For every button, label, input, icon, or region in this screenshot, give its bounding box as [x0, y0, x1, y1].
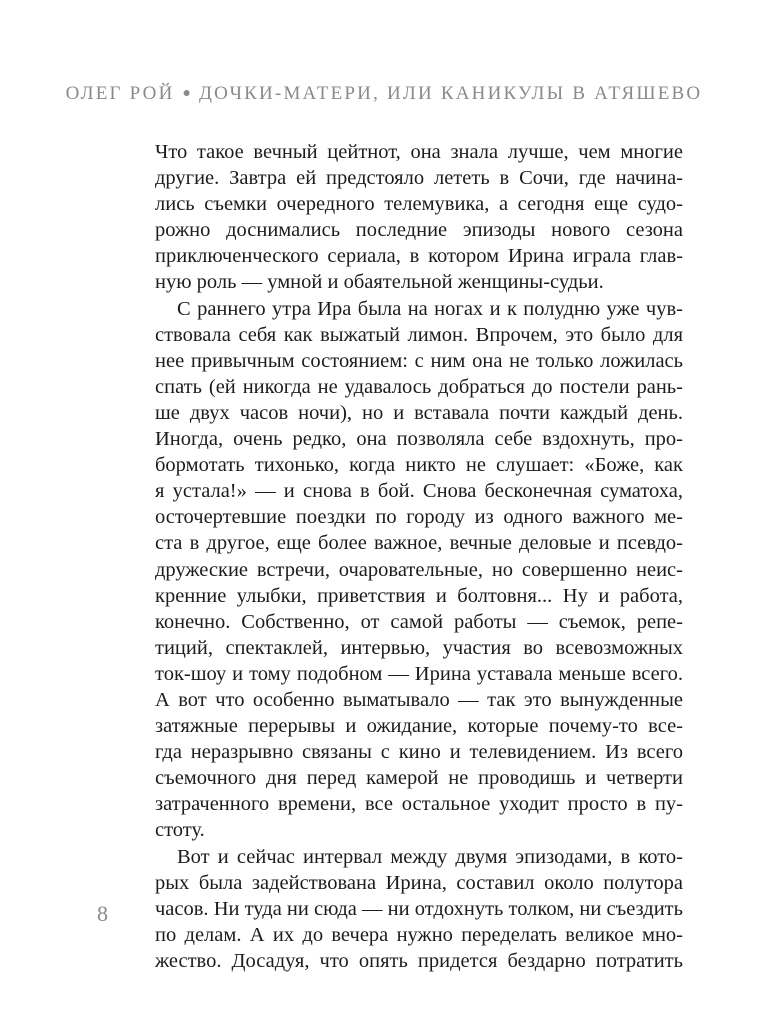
text-line: приключенческого сериала, в котором Ирина играла глав- — [155, 245, 683, 268]
header-author: ОЛЕГ РОЙ — [65, 83, 175, 104]
text-line: я устала!» — и снова в бой. Снова бесконечная суматоха, — [155, 480, 683, 503]
text-line: рожно доснимались последние эпизоды нового сезона — [155, 219, 683, 242]
text-line: ствовала себя как выжатый лимон. Впрочем, это было для — [155, 323, 683, 346]
header-separator: ● — [182, 86, 191, 101]
text-line: С раннего утра Ира была на ногах и к полудню уже чув- — [177, 297, 683, 320]
text-line: тиций, спектаклей, интервью, участия во всевозможных — [155, 636, 683, 659]
text-line: ше двух часов ночи), но и вставала почти каждый день. — [155, 401, 683, 424]
text-line: затраченного времени, все остальное уходит просто в пу- — [155, 793, 683, 816]
text-line: лись съемки очередного телемувика, а сегодня еще судо- — [155, 193, 683, 216]
text-line: дружеские встречи, очаровательные, но совершенно неис- — [155, 558, 683, 581]
text-line: по делам. А их до вечера нужно переделать великое мно- — [155, 923, 683, 946]
page-number: 8 — [97, 901, 108, 926]
text-line: ста в другое, еще более важное, вечные деловые и псевдо- — [155, 532, 683, 555]
text-line: Вот и сейчас интервал между двумя эпизодами, в кото- — [177, 845, 683, 868]
text-line: спать (ей никогда не удавалось добраться до постели рань- — [155, 375, 683, 398]
text-line: другие. Завтра ей предстояло лететь в Сочи, где начина- — [155, 167, 683, 190]
text-line: затяжные перерывы и ожидание, которые почему-то все- — [155, 715, 683, 738]
text-line: ную роль — умной и обаятельной женщины-судьи. — [155, 271, 604, 294]
text-line: осточертевшие поездки по городу из одного важного ме- — [155, 506, 683, 529]
text-line: гда неразрывно связаны с кино и телевидением. Из всего — [155, 741, 683, 764]
text-line: А вот что особенно выматывало — так это вынужденные — [155, 688, 683, 711]
header-title: ДОЧКИ-МАТЕРИ, ИЛИ КАНИКУЛЫ В АТЯШЕВО — [198, 83, 703, 104]
text-line: Иногда, очень редко, она позволяла себе вздохнуть, про- — [155, 428, 683, 451]
text-line: ток-шоу и тому подобном — Ирина уставала меньше всего. — [155, 662, 683, 685]
body-text — [155, 139, 683, 974]
text-line: бормотать тихонько, когда никто не слушает: «Боже, как — [155, 454, 683, 477]
text-line: конечно. Собственно, от самой работы — съемок, репе- — [155, 610, 683, 633]
text-line: рых была задействована Ирина, составил около полутора — [155, 871, 683, 894]
text-line: стоту. — [155, 819, 205, 842]
text-line: жество. Досадуя, что опять придется бездарно потратить — [155, 949, 683, 972]
running-head — [0, 83, 768, 105]
text-line: съемочного дня перед камерой не проводишь и четверти — [155, 767, 683, 790]
text-line: Что такое вечный цейтнот, она знала лучше, чем многие — [155, 141, 683, 163]
text-line: часов. Ни туда ни сюда — ни отдохнуть толком, ни съездить — [155, 897, 683, 920]
text-line: кренние улыбки, приветствия и болтовня... Ну и работа, — [155, 584, 683, 607]
text-line: нее привычным состоянием: с ним она не только ложилась — [155, 349, 683, 372]
